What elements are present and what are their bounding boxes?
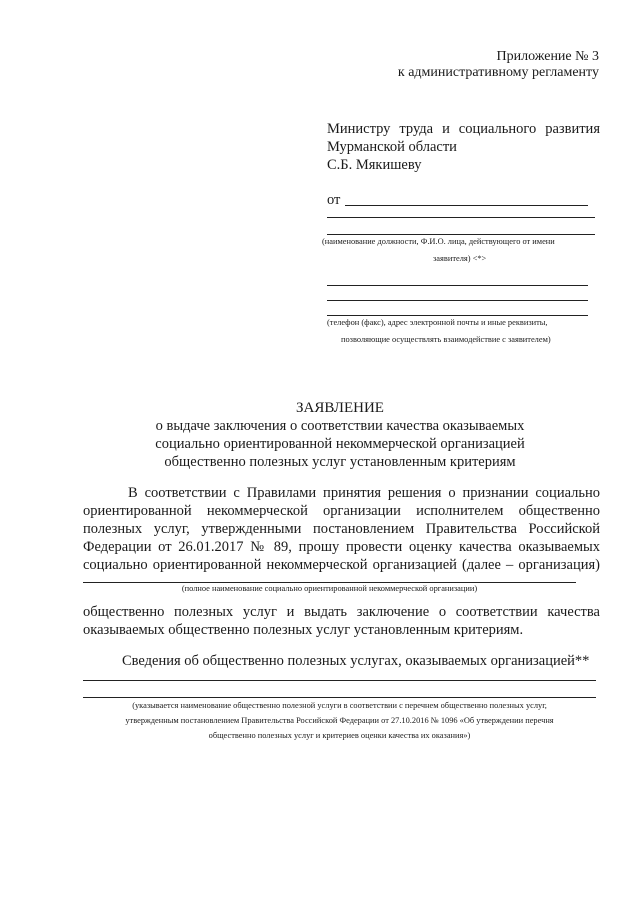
contact-hint-line-1: (телефон (факс), адрес электронной почты и иные реквизиты, — [327, 318, 548, 327]
services-hint-line-2: утвержденным постановлением Правительства Российской Федерации от 27.10.2016 № 1096 «Об утверждении перечня — [125, 716, 554, 725]
document-subtitle-1: о выдаче заключения о соответствии качества оказываемых — [155, 418, 525, 434]
body-paragraph-1-line-5: социально ориентированной некоммерческой организацией (далее – организация) — [83, 557, 600, 573]
body-paragraph-1-line-1: В соответствии с Правилами принятия решения о признании социально — [128, 485, 600, 501]
from-line-3 — [327, 234, 595, 235]
services-line-2 — [83, 697, 596, 698]
applicant-hint-line-1: (наименование должности, Ф.И.О. лица, действующего от имени — [322, 237, 555, 246]
document-subtitle-3: общественно полезных услуг установленным критериям — [164, 454, 516, 470]
services-hint-line-3: общественно полезных услуг и критериев оценки качества их оказания») — [208, 731, 471, 740]
applicant-hint-line-2: заявителя) <*> — [433, 254, 487, 263]
addressee-line-2: Мурманской области — [327, 139, 457, 155]
from-line-1 — [345, 205, 588, 206]
addressee-line-1: Министру труда и социального развития — [327, 121, 600, 137]
annex-regulation: к административному регламенту — [397, 65, 599, 80]
body-paragraph-1-line-4: Федерации от 26.01.2017 № 89, прошу провести оценку качества оказываемых — [83, 539, 600, 555]
addressee-name: С.Б. Мякишеву — [327, 157, 422, 173]
contact-hint-line-2: позволяющие осуществлять взаимодействие с заявителем) — [341, 335, 551, 344]
organization-name-hint: (полное наименование социально ориентированной некоммерческой организации) — [181, 584, 478, 593]
document-title: ЗАЯВЛЕНИЕ — [296, 400, 384, 416]
services-heading: Сведения об общественно полезных услугах, оказываемых организацией** — [122, 653, 590, 669]
body-paragraph-1-line-2: ориентированной некоммерческой организации исполнителем общественно — [83, 503, 600, 519]
body-paragraph-2-line-1: общественно полезных услуг и выдать заключение о соответствии качества — [83, 604, 600, 620]
contact-line-1 — [327, 285, 588, 286]
from-label: от — [327, 192, 341, 208]
body-paragraph-1-line-3: полезных услуг, утвержденными постановлением Правительства Российской — [83, 521, 600, 537]
services-line-1 — [83, 680, 596, 681]
contact-line-3 — [327, 315, 588, 316]
annex-number: Приложение № 3 — [496, 49, 599, 64]
body-paragraph-2-line-2: оказываемых общественно полезных услуг установленным критериям. — [83, 622, 524, 638]
from-line-2 — [327, 217, 595, 218]
document-subtitle-2: социально ориентированной некоммерческой организацией — [155, 436, 525, 452]
services-hint-line-1: (указывается наименование общественно полезной услуги в соответствии с перечнем общественно полезных услуг, — [132, 701, 547, 710]
contact-line-2 — [327, 300, 588, 301]
